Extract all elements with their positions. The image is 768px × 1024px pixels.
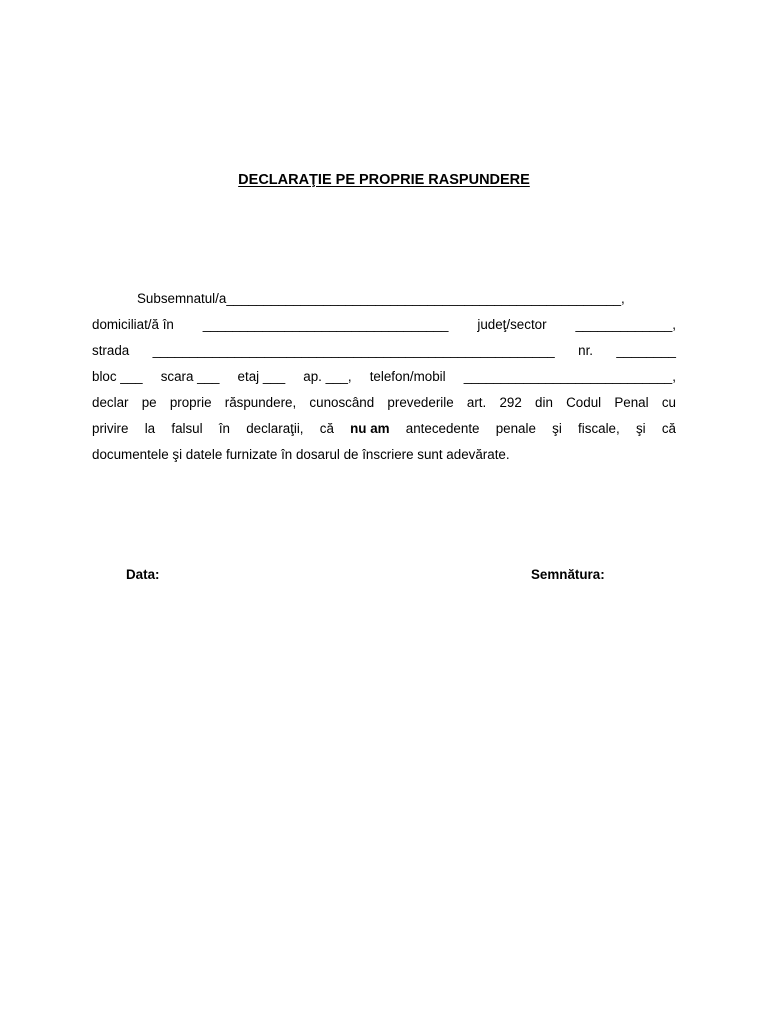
floor-field: etaj ___	[237, 369, 286, 384]
street-label: strada	[92, 343, 130, 358]
paragraph-line-6	[92, 416, 676, 442]
domicile-label: domiciliat/ă în	[92, 317, 174, 332]
number-blank: ________	[616, 343, 676, 358]
word: declar	[92, 395, 129, 410]
word: pe	[141, 395, 157, 410]
word: 292	[499, 395, 522, 410]
word: cunoscând	[309, 395, 375, 410]
word: că	[319, 421, 334, 436]
word: prevederile	[387, 395, 454, 410]
word: declaraţii,	[246, 421, 304, 436]
paragraph-line-4	[92, 364, 676, 390]
street-blank: ______________________________________________________	[152, 343, 555, 358]
paragraph-line-7	[92, 442, 676, 468]
word: proprie	[169, 395, 212, 410]
declaration-paragraph	[92, 286, 676, 468]
emphasis-text: nu am	[350, 421, 390, 436]
word: privire	[92, 421, 129, 436]
word: în	[218, 421, 230, 436]
word: şi	[635, 421, 646, 436]
county-label: judeţ/sector	[477, 317, 547, 332]
phone-label: telefon/mobil	[369, 369, 446, 384]
number-label: nr.	[578, 343, 594, 358]
date-label: Data:	[126, 567, 160, 582]
name-field-line: Subsemnatul/a_____________________________________________________,	[137, 291, 625, 306]
word: din	[535, 395, 553, 410]
county-blank: _____________,	[575, 317, 676, 332]
block-field: bloc ___	[92, 369, 143, 384]
paragraph-line-3	[92, 338, 676, 364]
word: Penal	[614, 395, 649, 410]
paragraph-line-5	[92, 390, 676, 416]
paragraph-line-1	[92, 286, 676, 312]
word: la	[144, 421, 156, 436]
word: şi	[552, 421, 562, 436]
apartment-field: ap. ___,	[303, 369, 352, 384]
word: Codul	[566, 395, 602, 410]
domicile-blank: _________________________________	[202, 317, 449, 332]
signature-label: Semnătura:	[531, 567, 605, 582]
document-title	[0, 171, 768, 189]
word: penale	[495, 421, 536, 436]
word: că	[661, 421, 676, 436]
phone-blank: ____________________________,	[463, 369, 676, 384]
stair-field: scara ___	[160, 369, 220, 384]
word: antecedente	[405, 421, 480, 436]
word: falsul	[171, 421, 203, 436]
word: răspundere,	[224, 395, 297, 410]
closing-sentence: documentele şi datele furnizate în dosarul de înscriere sunt adevărate.	[92, 447, 510, 462]
word: cu	[661, 395, 676, 410]
word: fiscale,	[578, 421, 620, 436]
document-title-text: DECLARAŢIE PE PROPRIE RASPUNDERE	[238, 172, 530, 188]
word: art.	[466, 395, 487, 410]
paragraph-line-2	[92, 312, 676, 338]
